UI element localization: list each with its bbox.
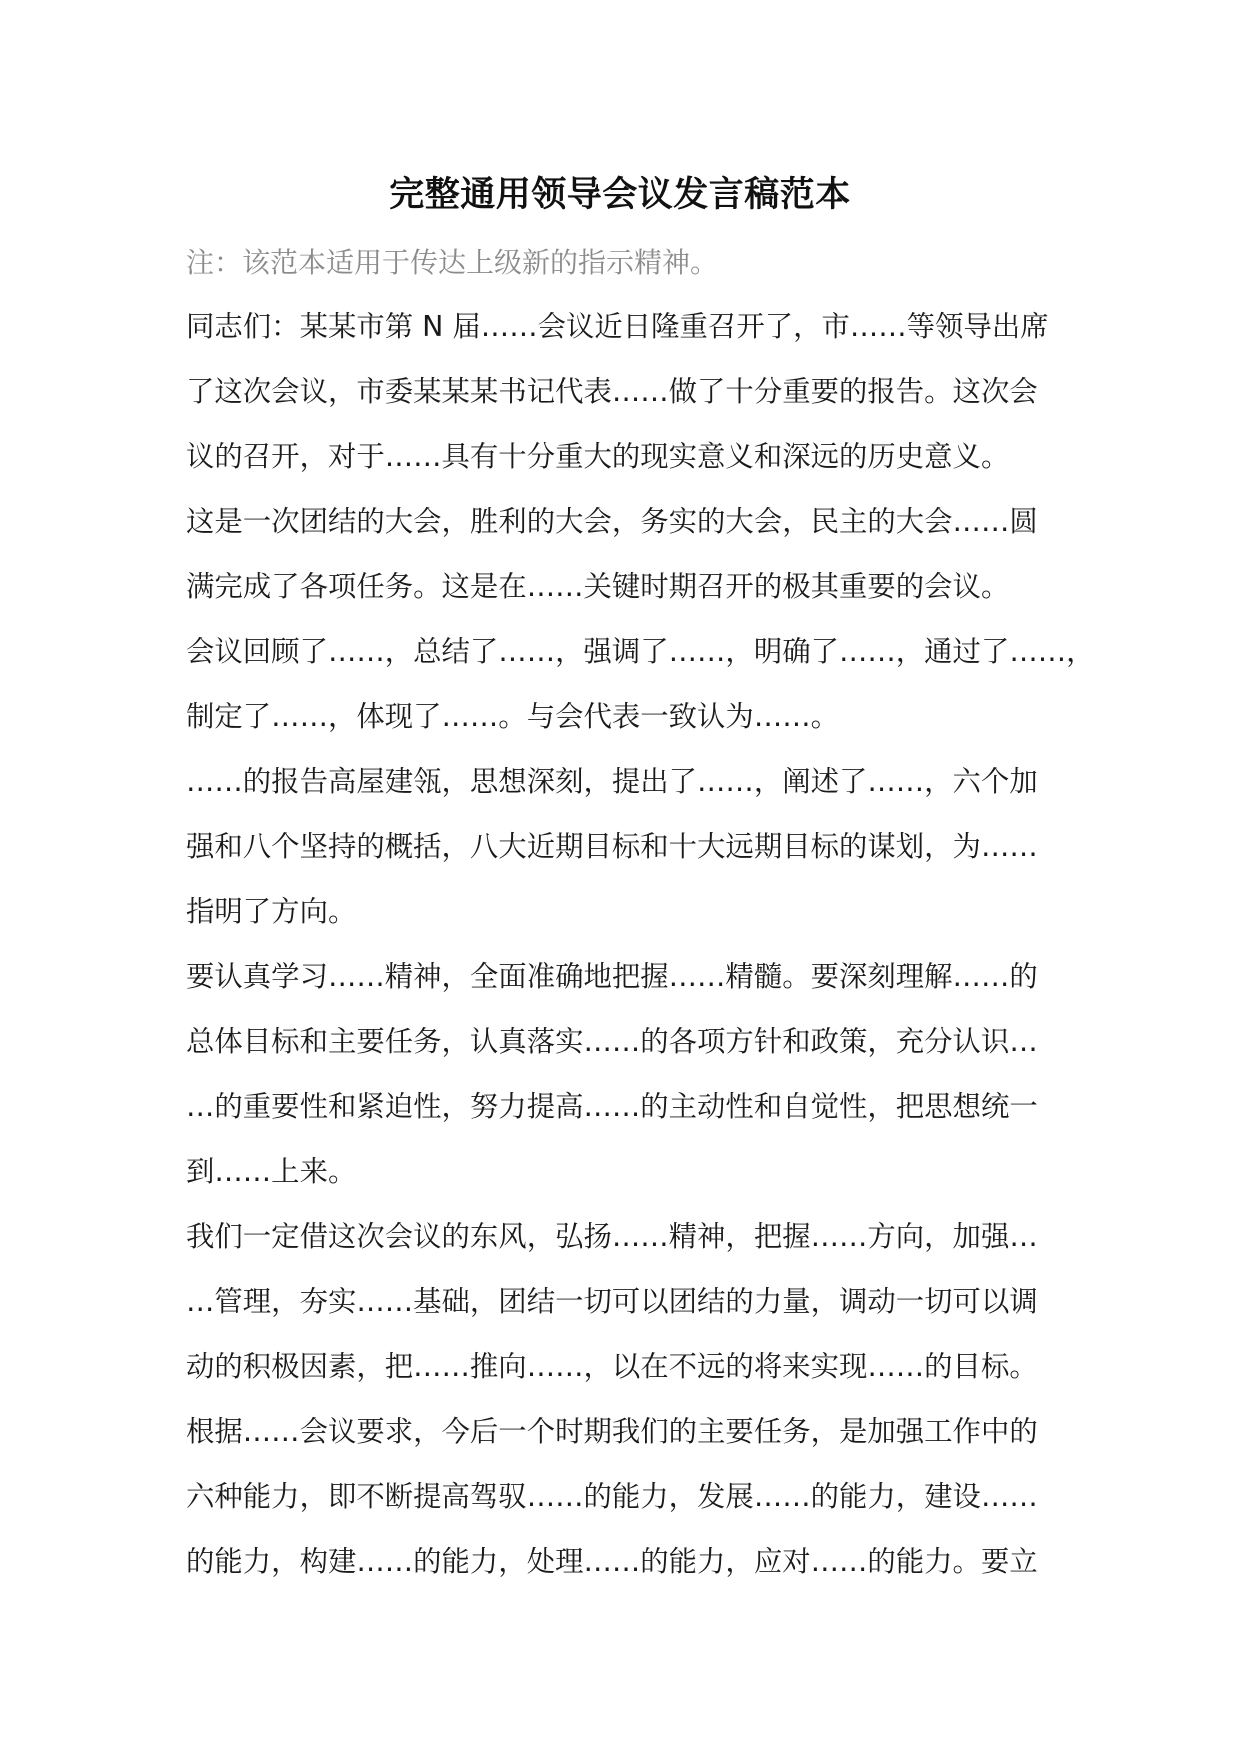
body-line: 根据……会议要求，今后一个时期我们的主要任务，是加强工作中的	[186, 1415, 1038, 1448]
body-line: 总体目标和主要任务，认真落实……的各项方针和政策，充分认识…	[186, 1025, 1038, 1058]
body-line: 强和八个坚持的概括，八大近期目标和十大远期目标的谋划，为……	[186, 830, 1038, 863]
body-line: …的重要性和紧迫性，努力提高……的主动性和自觉性，把思想统一	[186, 1090, 1038, 1123]
body-line: 会议回顾了……，总结了……，强调了……，明确了……，通过了……，	[186, 635, 1095, 668]
document-body	[186, 300, 1095, 1600]
body-line: 六种能力，即不断提高驾驭……的能力，发展……的能力，建设……	[186, 1480, 1038, 1513]
body-line: 议的召开，对于……具有十分重大的现实意义和深远的历史意义。	[186, 440, 1010, 473]
body-line: 要认真学习……精神，全面准确地把握……精髓。要深刻理解……的	[186, 960, 1038, 993]
body-line: 的能力，构建……的能力，处理……的能力，应对……的能力。要立	[186, 1545, 1038, 1578]
body-line: 这是一次团结的大会，胜利的大会，务实的大会，民主的大会……圆	[186, 505, 1038, 538]
body-line: 制定了……，体现了……。与会代表一致认为……。	[186, 700, 839, 733]
body-line: 指明了方向。	[186, 895, 357, 928]
body-line: 同志们：某某市第 N 届……会议近日隆重召开了，市……等领导出席	[186, 310, 1049, 343]
document-note: 注：该范本适用于传达上级新的指示精神。	[186, 246, 719, 279]
body-line: 我们一定借这次会议的东风，弘扬……精神，把握……方向，加强…	[186, 1220, 1038, 1253]
body-line: 了这次会议，市委某某某书记代表……做了十分重要的报告。这次会	[186, 375, 1038, 408]
body-line: 满完成了各项任务。这是在……关键时期召开的极其重要的会议。	[186, 570, 1010, 603]
body-line: 到……上来。	[186, 1155, 357, 1188]
body-line: 动的积极因素，把……推向……，以在不远的将来实现……的目标。	[186, 1350, 1038, 1383]
body-line: …管理，夯实……基础，团结一切可以团结的力量，调动一切可以调	[186, 1285, 1038, 1318]
body-line: ……的报告高屋建瓴，思想深刻，提出了……，阐述了……，六个加	[186, 765, 1038, 798]
document-title: 完整通用领导会议发言稿范本	[389, 175, 851, 215]
